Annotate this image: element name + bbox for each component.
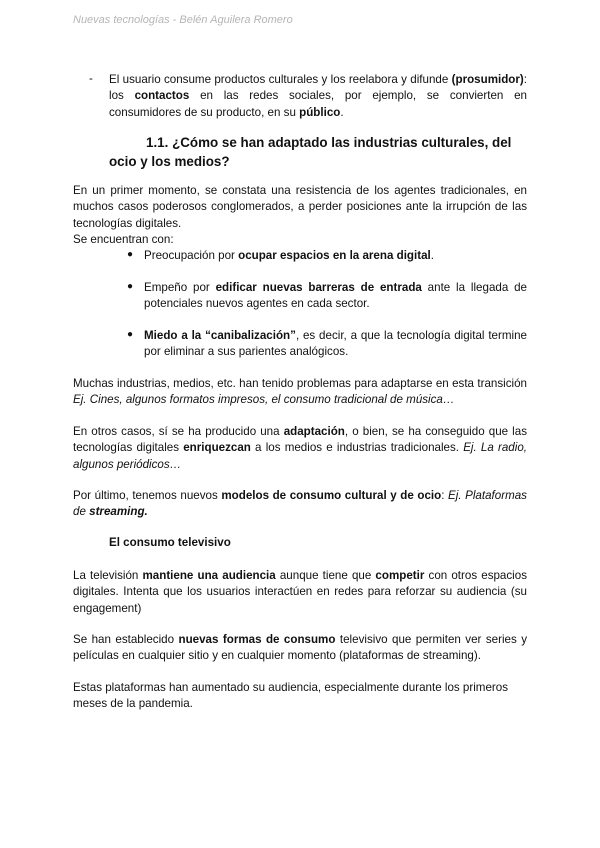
paragraph-television: La televisión mantiene una audiencia aunque tiene que competir con otros espacios digitales. Intenta que los usuarios interactúen en redes para reforzar su audiencia (su engagement) (73, 569, 527, 615)
section-heading: 1.1. ¿Cómo se han adaptado las industrias culturales, del ocio y los medios? (109, 135, 512, 169)
bullet-icon: ● (127, 329, 134, 340)
bullet-icon: ● (127, 249, 134, 260)
paragraph-platforms: Estas plataformas han aumentado su audiencia, especialmente durante los primeros meses de la pandemia. (73, 681, 509, 711)
paragraph-intro: En un primer momento, se constata una resistencia de los agentes tradicionales, en muchos casos poderosos conglomerados, a perder posiciones ante la irrupción de las tecnologías digitales. Se encuentran con: (73, 184, 527, 247)
subheading: El consumo televisivo (109, 536, 231, 549)
intro-list-item: El usuario consume productos culturales y los reelabora y difunde (prosumidor): los contactos en las redes sociales, por ejemplo, se convierten en consumidores de su producto, en su público. (109, 73, 527, 119)
bullet-item-3: Miedo a la “canibalización”, es decir, a que la tecnología digital termine por eliminar a sus parientes analógicos. (144, 329, 527, 359)
paragraph-new-models: Por último, tenemos nuevos modelos de consumo cultural y de ocio: Ej. Plataformas de streaming. (73, 489, 527, 519)
bullet-item-1: Preocupación por ocupar espacios en la arena digital. (144, 249, 434, 262)
list-dash: - (89, 72, 93, 85)
paragraph-transition: Muchas industrias, medios, etc. han tenido problemas para adaptarse en esta transición Ej. Cines, algunos formatos impresos, el consumo tradicional de música… (73, 377, 527, 407)
page-header: Nuevas tecnologías - Belén Aguilera Romero (73, 14, 293, 26)
bullet-icon: ● (127, 281, 134, 292)
paragraph-adaptation: En otros casos, sí se ha producido una adaptación, o bien, se ha conseguido que las tecnologías digitales enriquezcan a los medios e industrias tradicionales. Ej. La radio, algunos periódicos… (73, 425, 528, 471)
bullet-item-2: Empeño por edificar nuevas barreras de entrada ante la llegada de potenciales nuevos agentes en cada sector. (144, 281, 527, 311)
paragraph-consumption: Se han establecido nuevas formas de consumo televisivo que permiten ver series y películas en cualquier sitio y en cualquier momento (plataformas de streaming). (73, 633, 527, 663)
